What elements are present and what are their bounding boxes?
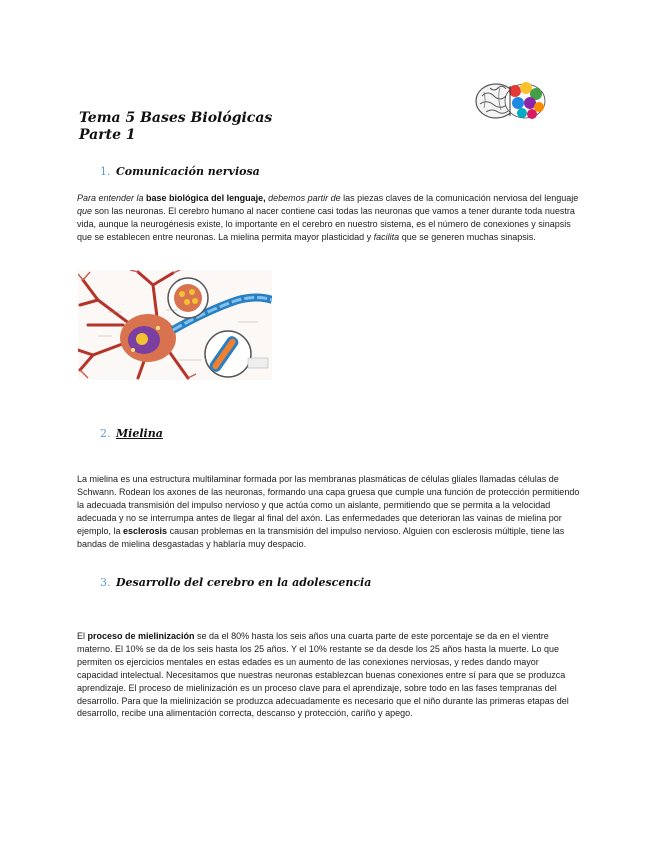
neuron-diagram: [78, 270, 272, 380]
section-number: 2.: [100, 427, 111, 440]
section-number: 3.: [100, 576, 111, 589]
section-title: Mielina: [116, 427, 163, 440]
title-line-2: Parte 1: [79, 127, 136, 143]
paragraph-mielina: La mielina es una estructura multilaminar formada por las membranas plasmáticas de células gliales llamadas células de Schwann. Rodean los axones de las neuronas, formando una capa gruesa que cumple una función de protección permitiendo la adecuada transmisión del impulso nervioso y que actúa como un aislante, permitiendo que se permita a la velocidad adecuada y no se interrumpa antes de llegar al final del axón. Las enfermedades que deterioran las vainas de mielina por ejemplo, la esclerosis causan problemas en la transmisión del impulso nervioso. Alguien con esclerosis múltiple, tiene las bandas de mielina desgastadas y hablaría muy despacio.: [77, 474, 580, 549]
section-title: Desarrollo del cerebro en la adolescencia: [116, 576, 372, 589]
section-heading-2: [100, 427, 163, 440]
title-line-1: Tema 5 Bases Biológicas: [79, 110, 273, 126]
section-title: Comunicación nerviosa: [116, 165, 260, 178]
section-heading-3: [100, 576, 371, 589]
paragraph-mielinizacion: El proceso de mielinización se da el 80% hasta los seis años una cuarta parte de este porcentaje se da en el vientre materno. El 10% se da de los seis hasta los 25 años. Y el 10% restante se da desde los 25 años hasta la muerte. Lo que permiten os ejercicios mentales en estas edades es un aumento de las conexiones nerviosas, y redes dando mayor capacidad intelectual. Necesitamos que nuestras neuronas establezcan buenas conexiones entre sí para que se produzca aprendizaje. El proceso de mielinización es un proceso clave para el aprendizaje, sobre todo en las fases tempranas del desarrollo. Para que la mielinización se produzca adecuadamente es necesario que el niño durante las primeras etapas del desarrollo, recibe una alimentación correcta, descanso y protección, cariño y apego.: [77, 631, 569, 719]
document-title: [79, 110, 272, 144]
brain-illustration: [470, 76, 550, 124]
section-number: 1.: [100, 165, 111, 178]
paragraph-neuronas: Para entender la base biológica del lenguaje, debemos partir de las piezas claves de la comunicación nerviosa del lenguaje que son las neuronas. El cerebro humano al nacer contiene casi todas las neuronas que vamos a tener durante toda nuestra vida, aunque la neurogénesis existe, lo importante en el cerebro en nuestro sistema, es el número de conexiones y sinapsis que se establecen entre neuronas. La mielina permita mayor plasticidad y facilita que se generen muchas sinapsis.: [77, 193, 579, 242]
section-heading-1: [100, 165, 260, 178]
